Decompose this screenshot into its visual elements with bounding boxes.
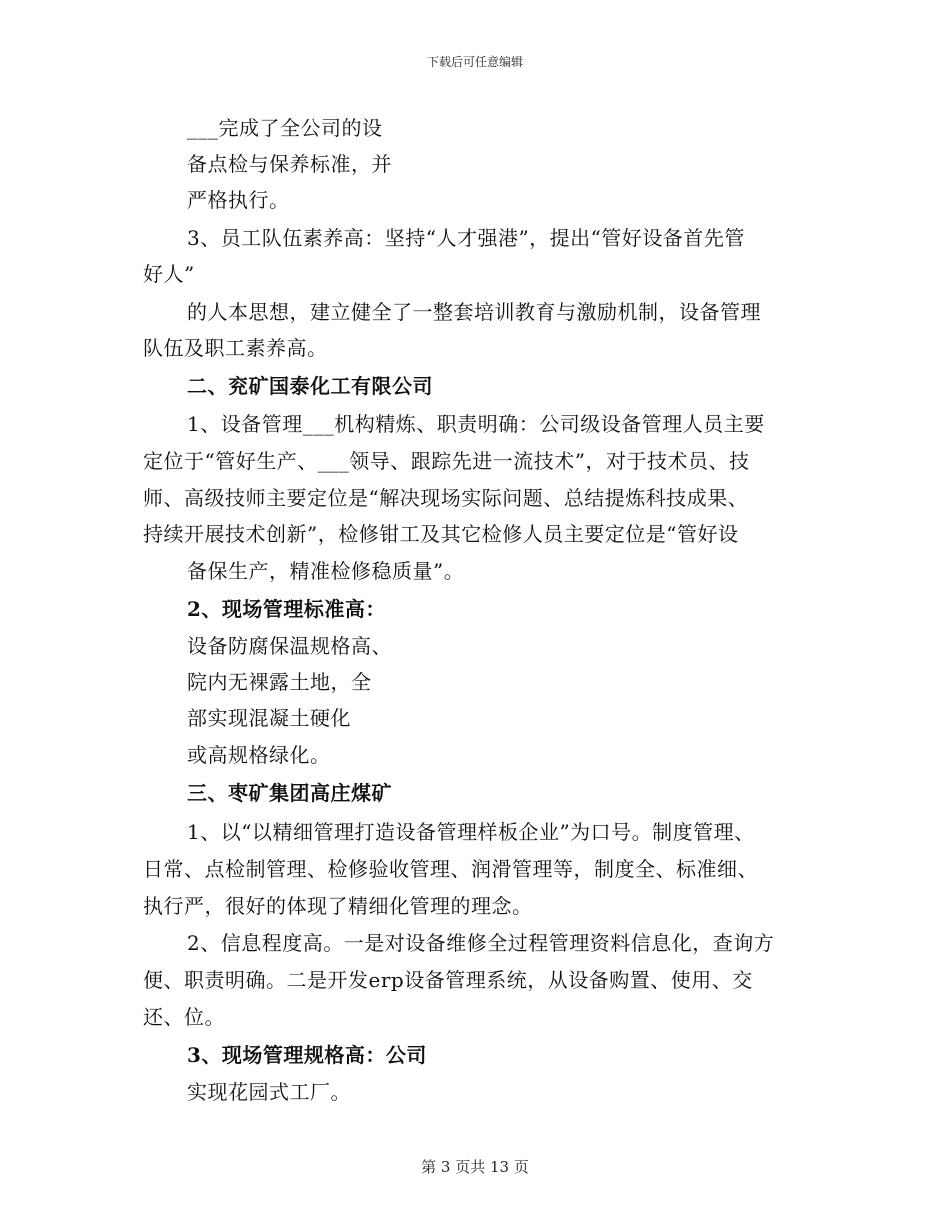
paragraph-line: 部实现混凝土硬化 [187,706,351,730]
paragraph-line: 严格执行。 [187,188,290,212]
paragraph-line: 持续开展技术创新”，检修钳工及其它检修人员主要定位是“管好设 [143,522,739,546]
subsection-heading: 2、现场管理标准高： [187,597,386,621]
paragraph-line: 备点检与保养标准，并 [187,152,392,176]
paragraph-line: 或高规格绿化。 [187,743,331,767]
page-footer: 第 3 页共 13 页 [421,1158,529,1176]
paragraph-line: 好人” [143,262,195,286]
paragraph-line: ___完成了全公司的设 [187,116,383,140]
paragraph-line: 日常、点检制管理、检修验收管理、润滑管理等，制度全、标准细、 [143,857,758,881]
paragraph-line: 实现花园式工厂。 [187,1080,351,1104]
paragraph-line: 执行严，很好的体现了精细化管理的理念。 [143,894,533,918]
paragraph-line: 备保生产，精准检修稳质量”。 [187,559,465,583]
subsection-heading: 3、现场管理规格高：公司 [187,1043,427,1067]
paragraph-line: 的人本思想，建立健全了一整套培训教育与激励机制，设备管理 [187,300,761,324]
paragraph-line: 设备防腐保温规格高、 [187,634,392,658]
paragraph-line: 定位于“管好生产、___领导、跟踪先进一流技术”，对于技术员、技 [143,449,750,473]
paragraph-line: 2、信息程度高。一是对设备维修全过程管理资料信息化，查询方 [187,931,775,955]
section-heading: 三、枣矿集团高庄煤矿 [187,781,392,805]
paragraph-line: 1、设备管理___机构精炼、职责明确：公司级设备管理人员主要 [187,412,765,436]
paragraph-line: 便、职责明确。二是开发erp设备管理系统，从设备购置、使用、交 [143,968,753,992]
paragraph-line: 1、以“以精细管理打造设备管理样板企业”为口号。制度管理、 [187,820,755,844]
paragraph-line: 还、位。 [143,1005,225,1029]
paragraph-line: 师、高级技师主要定位是“解决现场实际问题、总结提炼科技成果、 [143,486,749,510]
paragraph-line: 3、员工队伍素养高：坚持“人才强港”，提出“管好设备首先管 [187,226,745,250]
paragraph-line: 队伍及职工素养高。 [143,336,328,360]
page-header: 下载后可任意编辑 [426,55,523,69]
section-heading: 二、兖矿国泰化工有限公司 [187,374,433,398]
paragraph-line: 院内无裸露土地，全 [187,670,372,694]
